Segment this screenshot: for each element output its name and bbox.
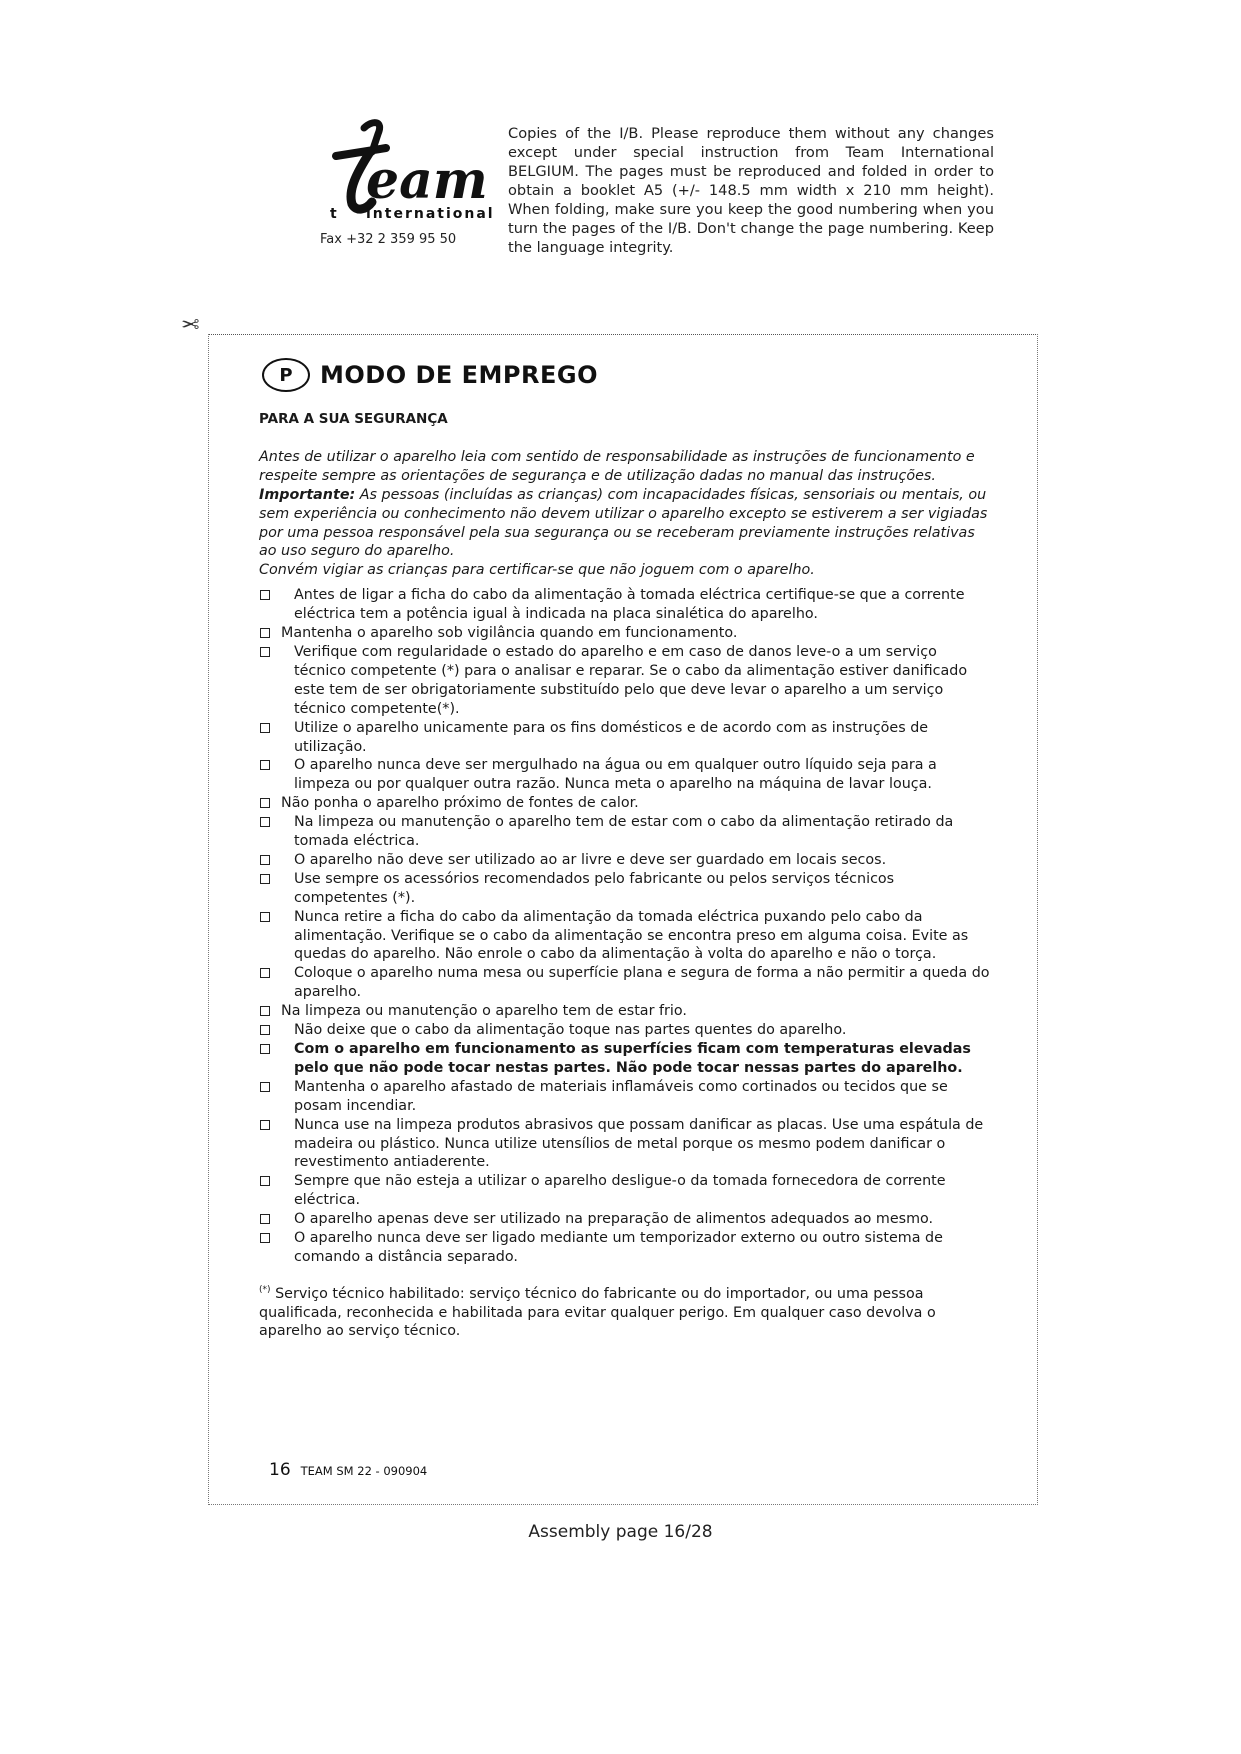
section-heading: PARA A SUA SEGURANÇA <box>259 411 448 427</box>
page-footer <box>269 1460 427 1480</box>
list-item: Não ponha o aparelho próximo de fontes de calor. <box>259 794 990 813</box>
checkbox-icon <box>260 968 270 978</box>
brand-subtitle: international <box>366 206 495 222</box>
checkbox-icon <box>260 590 270 600</box>
checkbox-icon <box>260 1214 270 1224</box>
title-text: MODO DE EMPREGO <box>320 361 598 389</box>
checkbox-icon <box>260 1006 270 1016</box>
team-logo <box>326 118 495 228</box>
checkbox-icon <box>260 1120 270 1130</box>
checkbox-icon <box>260 817 270 827</box>
brand-letter: t <box>330 206 339 222</box>
footnote <box>259 1281 990 1341</box>
checkbox-icon <box>260 874 270 884</box>
list-item: Nunca use na limpeza produtos abrasivos que possam danificar as placas. Use uma espátula de madeira ou plástico. Nunca utilize utensílios de metal porque os mesmo podem danificar o revestimento antiaderente. <box>259 1116 990 1173</box>
list-item: O aparelho não deve ser utilizado ao ar livre e deve ser guardado em locais secos. <box>259 851 990 870</box>
list-item: Nunca retire a ficha do cabo da alimentação da tomada eléctrica puxando pelo cabo da alimentação. Verifique se o cabo da alimentação se encontra preso em alguma coisa. Evite as quedas do aparelho. Não enrole o cabo da alimentação à volta do aparelho e não o torça. <box>259 908 990 965</box>
page-title <box>262 358 598 392</box>
reproduction-note: Copies of the I/B. Please reproduce them without any changes except under special instruction from Team International BELGIUM. The pages must be reproduced and folded in order to obtain a booklet A5 (+/- 148.5 mm width x 210 mm height). When folding, make sure you keep the good numbering when you turn the pages of the I/B. Don't change the page numbering. Keep the language integrity. <box>508 125 994 256</box>
safety-list <box>259 586 990 1267</box>
checkbox-icon <box>260 723 270 733</box>
list-item: Sempre que não esteja a utilizar o aparelho desligue-o da tomada fornecedora de corrente eléctrica. <box>259 1172 990 1210</box>
checkbox-icon <box>260 760 270 770</box>
model-code: TEAM SM 22 - 090904 <box>300 1464 428 1478</box>
list-item: Use sempre os acessórios recomendados pelo fabricante ou pelos serviços técnicos competentes (*). <box>259 870 990 908</box>
list-item: Mantenha o aparelho sob vigilância quando em funcionamento. <box>259 624 990 643</box>
list-item: O aparelho nunca deve ser ligado mediante um temporizador externo ou outro sistema de comando a distância separado. <box>259 1229 990 1267</box>
list-item: O aparelho nunca deve ser mergulhado na água ou em qualquer outro líquido seja para a limpeza ou por qualquer outra razão. Nunca meta o aparelho na máquina de lavar louça. <box>259 756 990 794</box>
list-item: Na limpeza ou manutenção o aparelho tem de estar com o cabo da alimentação retirado da tomada eléctrica. <box>259 813 990 851</box>
importante-text: As pessoas (incluídas as crianças) com incapacidades físicas, sensoriais ou mentais, ou sem experiência ou conhecimento não devem utilizar o aparelho excepto se estiverem a ser vigiadas por uma pessoa responsável pela sua segurança ou se receberam previamente instruções relativas ao uso seguro do aparelho. <box>259 486 988 560</box>
checkbox-icon <box>260 628 270 638</box>
footnote-text: Serviço técnico habilitado: serviço técnico do fabricante ou do importador, ou uma pessoa qualificada, reconhecida e habilitada para evitar qualquer perigo. Em qualquer caso devolva o aparelho ao serviço técnico. <box>259 1285 936 1340</box>
footnote-mark: (*) <box>259 1284 271 1295</box>
fax-number: Fax +32 2 359 95 50 <box>320 232 457 247</box>
page-number: 16 <box>269 1460 291 1480</box>
checkbox-icon <box>260 912 270 922</box>
assembly-page-label: Assembly page 16/28 <box>528 1522 713 1542</box>
language-badge: P <box>262 358 310 392</box>
list-item: Antes de ligar a ficha do cabo da alimentação à tomada eléctrica certifique-se que a corrente eléctrica tem a potência igual à indicada na placa sinalética do aparelho. <box>259 586 990 624</box>
checkbox-icon <box>260 647 270 657</box>
list-item: Coloque o aparelho numa mesa ou superfície plana e segura de forma a não permitir a queda do aparelho. <box>259 964 990 1002</box>
list-item: Não deixe que o cabo da alimentação toque nas partes quentes do aparelho. <box>259 1021 990 1040</box>
list-item: Utilize o aparelho unicamente para os fins domésticos e de acordo com as instruções de utilização. <box>259 719 990 757</box>
importante-label: Importante: <box>259 486 356 503</box>
checkbox-icon <box>260 1082 270 1092</box>
checkbox-icon <box>260 1176 270 1186</box>
checkbox-icon <box>260 798 270 808</box>
intro-text-1: Antes de utilizar o aparelho leia com sentido de responsabilidade as instruções de funcionamento e respeite sempre as orientações de segurança e de utilização dadas no manual das instruções. <box>259 448 975 484</box>
list-item: Mantenha o aparelho afastado de materiais inflamáveis como cortinados ou tecidos que se posam incendiar. <box>259 1078 990 1116</box>
list-item: Com o aparelho em funcionamento as superfícies ficam com temperaturas elevadas pelo que não pode tocar nestas partes. Não pode tocar nessas partes do aparelho. <box>259 1040 990 1078</box>
brand-wordmark: eam <box>366 150 488 211</box>
list-item: O aparelho apenas deve ser utilizado na preparação de alimentos adequados ao mesmo. <box>259 1210 990 1229</box>
checkbox-icon <box>260 1233 270 1243</box>
list-item: Na limpeza ou manutenção o aparelho tem de estar frio. <box>259 1002 990 1021</box>
scissors-icon: ✂ <box>181 310 200 335</box>
checkbox-icon <box>260 1044 270 1054</box>
checkbox-icon <box>260 855 270 865</box>
manual-content <box>259 410 990 1341</box>
checkbox-icon <box>260 1025 270 1035</box>
intro-paragraph <box>259 448 990 580</box>
intro-text-2: Convém vigiar as crianças para certificar-se que não joguem com o aparelho. <box>259 562 815 579</box>
list-item: Verifique com regularidade o estado do aparelho e em caso de danos leve-o a um serviço técnico competente (*) para o analisar e reparar. Se o cabo da alimentação estiver danificado este tem de ser obrigatoriamente substituído pelo que deve levar o aparelho a um serviço técnico competente(*). <box>259 643 990 719</box>
